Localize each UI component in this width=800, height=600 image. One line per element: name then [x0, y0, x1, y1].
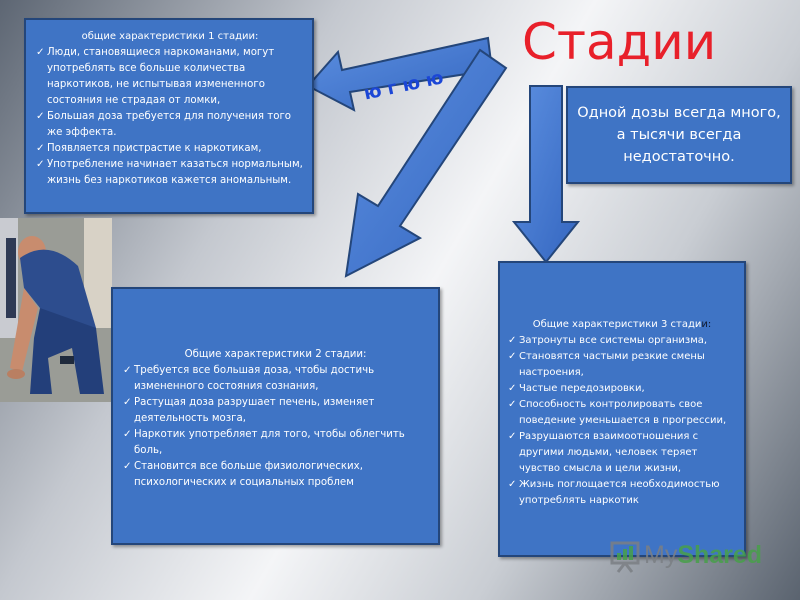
slide-title: Стадии: [522, 13, 717, 71]
stage3-heading: [508, 317, 736, 333]
arrow-mark-text: ю г ю ю: [361, 67, 446, 105]
stage2-item: ✓ Растущая доза разрушает печень, изменяет деятельность мозга,: [123, 395, 428, 427]
stage3-item: ✓ Частые передозировки,: [508, 381, 736, 397]
stage3-item: ✓ Разрушаются взаимоотношения с другими людьми, человек теряет чувство смысла и цели жизни,: [508, 429, 736, 477]
watermark-prefix: My: [644, 540, 678, 569]
stage2-item: ✓ Требуется все большая доза, чтобы достичь измененного состояния сознания,: [123, 363, 428, 395]
quote-text: Одной дозы всегда много, а тысячи всегда недостаточно.: [577, 105, 781, 165]
stage3-heading-main: Общие характеристики 3 стади: [532, 319, 702, 330]
stage2-item: ✓ Наркотик употребляет для того, чтобы облегчить боль,: [123, 427, 428, 459]
stage3-item: ✓ Становятся частыми резкие смены настроения,: [508, 349, 736, 381]
photo-illustration: [0, 218, 112, 402]
stage2-list: [123, 363, 428, 491]
stage1-item: ✓ Появляется пристрастие к наркотикам,: [36, 141, 304, 157]
stage3-item: ✓ Затронуты все системы организма,: [508, 333, 736, 349]
stage1-box: [24, 18, 314, 214]
stage3-box: [498, 261, 746, 557]
stage3-heading-tail: и:: [701, 319, 712, 330]
stage1-heading: общие характеристики 1 стадии:: [81, 31, 259, 42]
quote-box: [566, 86, 792, 184]
stage2-box: [111, 287, 440, 545]
stage2-item: ✓ Становится все больше физиологических, психологических и социальных проблем: [123, 459, 428, 491]
stage3-list: [508, 333, 736, 509]
stage1-item: ✓ Употребление начинает казаться нормальным, жизнь без наркотиков кажется аномальным.: [36, 157, 304, 189]
stage1-item: ✓ Люди, становящиеся наркоманами, могут употреблять все больше количества наркотиков, не испытывая измененного состояния не страдая от ломки,: [36, 45, 304, 109]
myshared-watermark: [608, 535, 762, 575]
person-kneeling-illustration: [0, 218, 112, 402]
stage2-heading: Общие характеристики 2 стадии:: [184, 349, 367, 360]
stage3-item: ✓ Способность контролировать свое поведение уменьшается в прогрессии,: [508, 397, 736, 429]
stage1-list: [36, 45, 304, 189]
stage1-item: ✓ Большая доза требуется для получения того же эффекта.: [36, 109, 304, 141]
stage3-item: ✓ Жизнь поглощается необходимостью употреблять наркотик: [508, 477, 736, 509]
watermark-text: [644, 541, 762, 570]
presentation-board-icon: [608, 537, 644, 573]
watermark-suffix: Shared: [677, 540, 763, 569]
